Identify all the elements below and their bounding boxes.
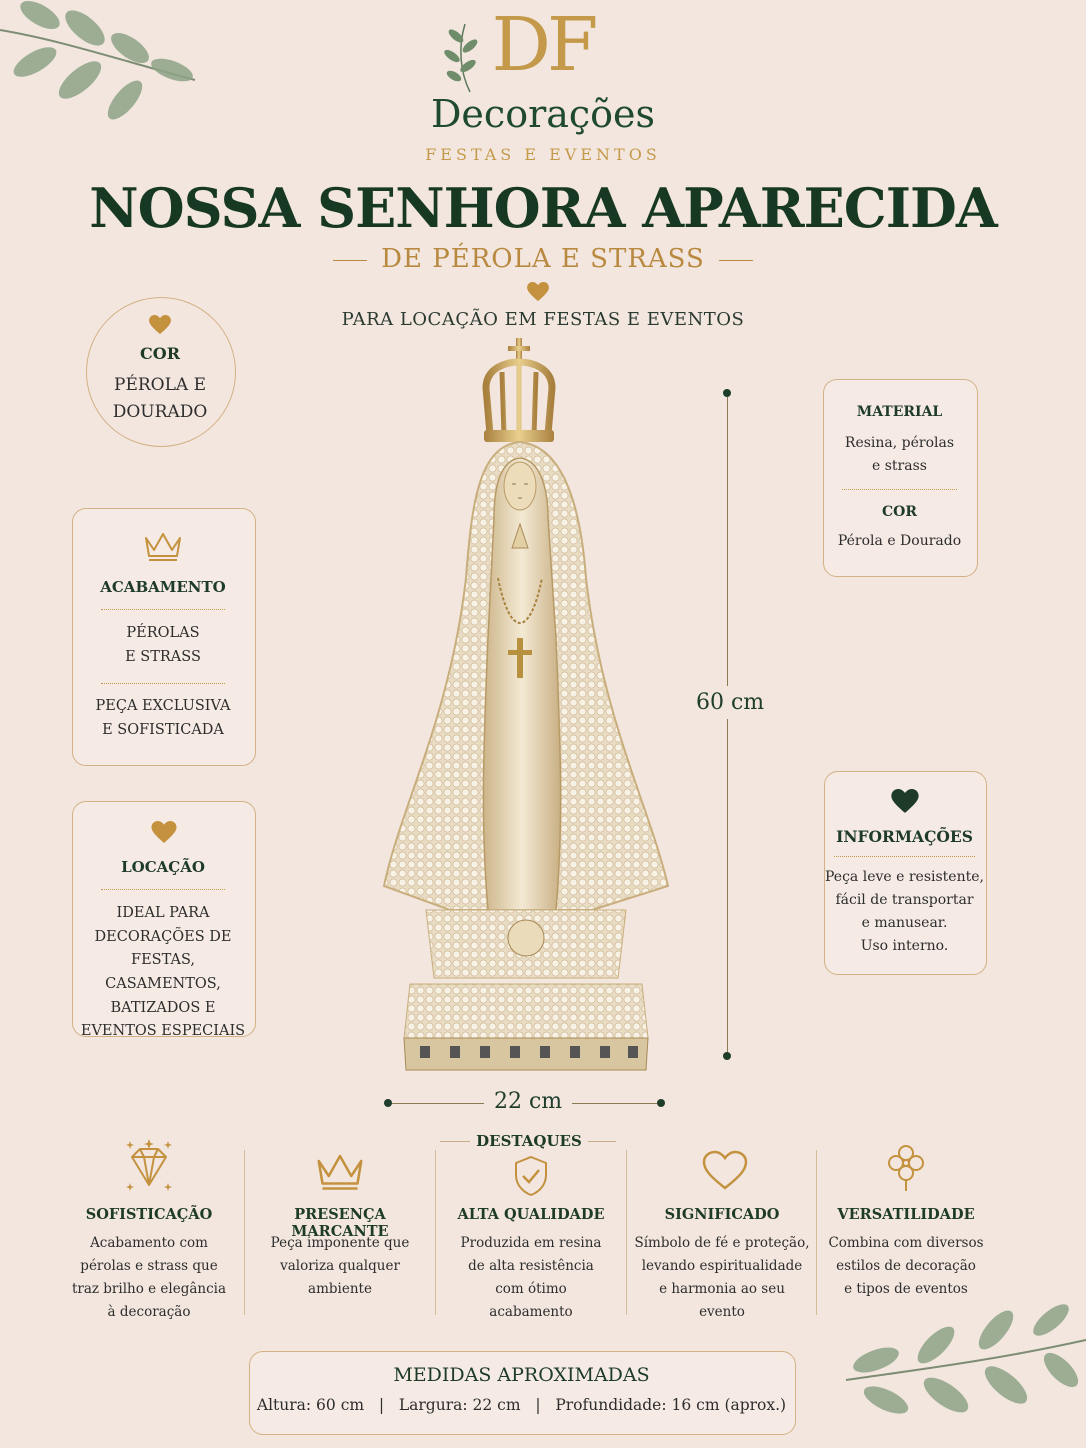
heart-icon bbox=[151, 821, 177, 844]
tagline: PARA LOCAÇÃO EM FESTAS E EVENTOS bbox=[341, 309, 745, 330]
diamond-icon bbox=[122, 1137, 176, 1195]
dimension-dot bbox=[657, 1099, 665, 1107]
feature-text: Peça imponente que valoriza qualquer ambiente bbox=[270, 1235, 410, 1297]
feature-title: PRESENÇA MARCANTE bbox=[291, 1206, 389, 1240]
logo-monogram: DF bbox=[491, 2, 595, 88]
acabamento-exclusive: PEÇA EXCLUSIVA E SOFISTICADA bbox=[95, 698, 231, 738]
heart-outline-icon bbox=[701, 1150, 749, 1192]
height-dimension-label: 60 cm bbox=[688, 686, 772, 719]
medidas-line: Altura: 60 cm | Largura: 22 cm | Profundidade: 16 cm (aprox.) bbox=[256, 1396, 787, 1414]
page-title: NOSSA SENHORA APARECIDA bbox=[89, 176, 997, 240]
cor-value: PÉROLA E DOURADO bbox=[112, 375, 208, 423]
cor-label: COR bbox=[140, 344, 180, 363]
leaf-branch-top-left bbox=[0, 0, 200, 150]
page-subtitle: DE PÉROLA E STRASS bbox=[0, 244, 1086, 274]
locacao-text: IDEAL PARA DECORAÇÕES DE FESTAS, CASAMENTOS, BATIZADOS E EVENTOS ESPECIAIS bbox=[80, 905, 246, 1040]
feature-title: SIGNIFICADO bbox=[664, 1206, 780, 1223]
heart-icon bbox=[527, 282, 549, 302]
heart-icon bbox=[149, 315, 171, 335]
height-dimension-line bbox=[727, 394, 728, 1056]
material-cor-label: COR bbox=[882, 504, 917, 520]
dimension-dot bbox=[384, 1099, 392, 1107]
feature-title: SOFISTICAÇÃO bbox=[85, 1206, 213, 1223]
statue-image bbox=[380, 338, 672, 1080]
crown-icon bbox=[143, 530, 183, 562]
shield-check-icon bbox=[513, 1155, 549, 1197]
feature-text: Símbolo de fé e proteção, levando espiritualidade e harmonia ao seu evento bbox=[634, 1235, 810, 1320]
feature-text: Acabamento com pérolas e strass que traz brilho e elegância à decoração bbox=[71, 1235, 227, 1320]
flower-icon bbox=[884, 1143, 928, 1193]
feature-text: Produzida em resina de alta resistência com ótimo acabamento bbox=[460, 1235, 602, 1320]
locacao-label: LOCAÇÃO bbox=[121, 858, 205, 876]
feature-title: ALTA QUALIDADE bbox=[457, 1206, 605, 1223]
informacoes-text: Peça leve e resistente, fácil de transportar e manusear. Uso interno. bbox=[825, 869, 984, 955]
heart-icon bbox=[891, 789, 919, 814]
width-dimension-label: 22 cm bbox=[484, 1089, 572, 1114]
acabamento-text: PÉROLAS E STRASS bbox=[125, 625, 201, 665]
feature-text: Combina com diversos estilos de decoração e tipos de eventos bbox=[828, 1235, 984, 1297]
informacoes-label: INFORMAÇÕES bbox=[836, 827, 973, 846]
leaf-branch-bottom-right bbox=[836, 1300, 1086, 1448]
dimension-dot bbox=[723, 389, 731, 397]
logo-subtitle: FESTAS E EVENTOS bbox=[425, 145, 661, 164]
material-label: MATERIAL bbox=[856, 404, 943, 420]
dimension-dot bbox=[723, 1052, 731, 1060]
crown-icon bbox=[315, 1150, 365, 1192]
destaques-heading: DESTAQUES bbox=[470, 1132, 588, 1150]
material-text: Resina, pérolas e strass bbox=[844, 435, 955, 475]
acabamento-label: ACABAMENTO bbox=[100, 578, 226, 596]
logo-name: Decorações bbox=[430, 92, 656, 136]
medidas-title: MEDIDAS APROXIMADAS bbox=[393, 1364, 650, 1386]
feature-title: VERSATILIDADE bbox=[837, 1206, 975, 1223]
material-cor-value: Pérola e Dourado bbox=[837, 533, 962, 549]
